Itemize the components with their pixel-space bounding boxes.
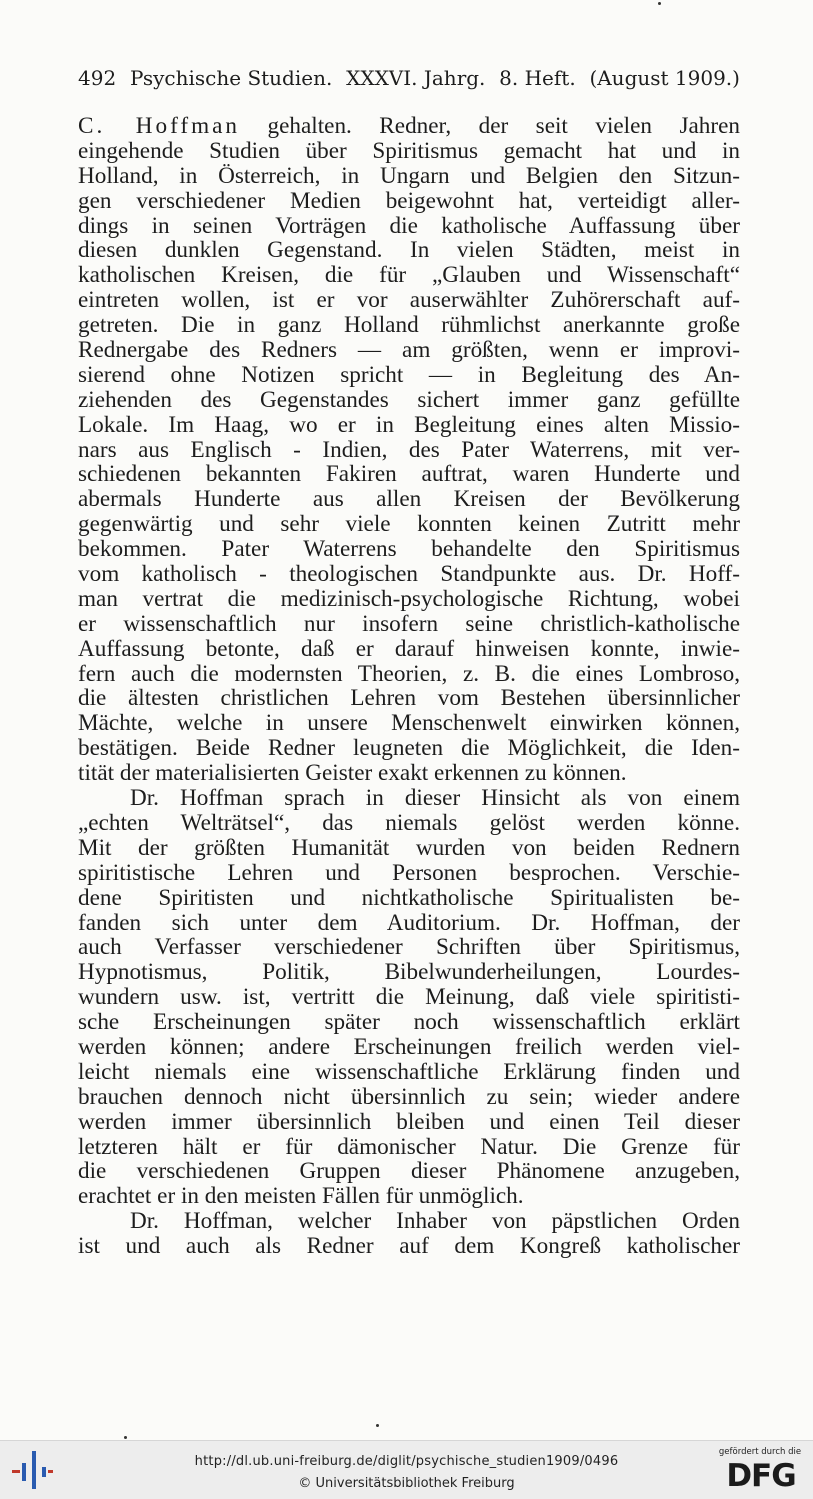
- text-line: Holland, in Österreich, in Ungarn und Belgien den Sitzun-: [78, 162, 740, 189]
- text-line: Rednergabe des Redners — am größten, wenn er improvi-: [78, 337, 740, 364]
- text-line: Lokale. Im Haag, wo er in Begleitung eines alten Missio-: [78, 411, 740, 438]
- text-line: erachtet er in den meisten Fällen für unmöglich.: [78, 1183, 524, 1210]
- text-line: brauchen dennoch nicht übersinnlich zu sein; wieder andere: [78, 1083, 740, 1110]
- text-line: Hypnotismus, Politik, Bibelwunderheilungen, Lourdes-: [78, 959, 740, 986]
- paragraph-first-line: Dr. Hoffman sprach in dieser Hinsicht als von einem: [130, 785, 740, 812]
- text-line: die verschiedenen Gruppen dieser Phänomene anzugeben,: [78, 1158, 740, 1185]
- text-line: er wissenschaftlich nur insofern seine christlich-katholische: [78, 610, 740, 637]
- dfg-logo-icon: DFG: [726, 1458, 796, 1494]
- text-line: auch Verfasser verschiedener Schriften über Spiritismus,: [78, 934, 740, 961]
- text-line: vom katholisch - theologischen Standpunkte aus. Dr. Hoff-: [78, 561, 740, 588]
- text-line: sierend ohne Notizen spricht — in Begleitung des An-: [78, 361, 740, 388]
- text-line: abermals Hunderte aus allen Kreisen der Bevölkerung: [78, 486, 740, 513]
- text-line: tität der materialisierten Geister exakt erkennen zu können.: [78, 760, 627, 787]
- text-line: Auffassung betonte, daß er darauf hinweisen konnte, inwie-: [78, 635, 740, 662]
- journal-title: Psychische Studien.: [129, 66, 333, 90]
- text-line: Mit der größten Humanität wurden von beiden Rednern: [78, 834, 740, 861]
- permalink-link[interactable]: http://dl.ub.uni-freiburg.de/diglit/psychische_studien1909/0496: [194, 1454, 619, 1469]
- text-line: nars aus Englisch - Indien, des Pater Waterrens, mit ver-: [78, 436, 740, 463]
- text-line: gegenwärtig und sehr viele konnten keinen Zutritt mehr: [78, 511, 740, 538]
- paragraph-first-line: Dr. Hoffman, welcher Inhaber von päpstlichen Orden: [130, 1208, 740, 1235]
- text-line: C. Hoffman gehalten. Redner, der seit vielen Jahren: [78, 113, 740, 139]
- person-name: C. Hoffman: [78, 113, 241, 139]
- text-line: wundern usw. ist, vertritt die Meinung, daß viele spiritisti-: [78, 984, 740, 1011]
- dfg-caption: gefördert durch die: [718, 1447, 802, 1457]
- text-line: ziehenden des Gegenstandes sichert immer ganz gefüllte: [78, 386, 740, 413]
- text-line: man vertrat die medizinisch-psychologische Richtung, wobei: [78, 585, 740, 612]
- text-line: katholischen Kreisen, die für „Glauben und Wissenschaft“: [78, 262, 740, 289]
- text-line: die ältesten christlichen Lehren vom Bestehen übersinnlicher: [78, 685, 740, 712]
- text-line: sche Erscheinungen später noch wissenschaftlich erklärt: [78, 1009, 740, 1036]
- page-number: 492: [78, 66, 117, 90]
- text-line: dene Spiritisten und nichtkatholische Spiritualisten be-: [78, 884, 740, 911]
- text-line: leicht niemals eine wissenschaftliche Erklärung finden und: [78, 1058, 740, 1085]
- running-header: [78, 66, 740, 90]
- text-line: fern auch die modernsten Theorien, z. B. die eines Lombroso,: [78, 660, 740, 687]
- text-line: schiedenen bekannten Fakiren auftrat, waren Hunderte und: [78, 461, 740, 488]
- scan-speck: [124, 1436, 127, 1439]
- body-text: [78, 114, 740, 1259]
- scan-speck: [658, 2, 661, 5]
- text-line: Mächte, welche in unsere Menschenwelt einwirken können,: [78, 710, 740, 737]
- copyright-notice: © Universitätsbibliothek Freiburg: [298, 1476, 515, 1491]
- text-line: gen verschiedener Medien beigewohnt hat, verteidigt aller-: [78, 187, 740, 214]
- viewer-footer: [0, 1440, 813, 1499]
- text-line: bekommen. Pater Waterrens behandelte den Spiritismus: [78, 536, 740, 563]
- text-line: diesen dunklen Gegenstand. In vielen Städten, meist in: [78, 237, 740, 264]
- text-line: eintreten wollen, ist er vor auserwählter Zuhörerschaft auf-: [78, 287, 740, 314]
- text-line: werden immer übersinnlich bleiben und einen Teil dieser: [78, 1108, 740, 1135]
- text-line: eingehende Studien über Spiritismus gemacht hat und in: [78, 137, 740, 164]
- text-line: dings in seinen Vorträgen die katholische Auffassung über: [78, 212, 740, 239]
- text-line: fanden sich unter dem Auditorium. Dr. Hoffman, der: [78, 909, 740, 936]
- scan-speck: [376, 1424, 379, 1427]
- text-line: getreten. Die in ganz Holland rühmlichst anerkannte große: [78, 312, 740, 339]
- issue-date: (August 1909.): [589, 66, 740, 90]
- text-line: bestätigen. Beide Redner leugneten die Möglichkeit, die Iden-: [78, 735, 740, 762]
- text-line: letzteren hält er für dämonischer Natur. Die Grenze für: [78, 1133, 740, 1160]
- text-line: „echten Welträtsel“, das niemals gelöst werden könne.: [78, 809, 740, 836]
- volume-label: XXXVI. Jahrg.: [346, 66, 486, 90]
- text-line: ist und auch als Redner auf dem Kongreß katholischer: [78, 1233, 740, 1260]
- dfg-sponsor-block: [712, 1447, 808, 1495]
- text-line: spiritistische Lehren und Personen besprochen. Verschie-: [78, 859, 740, 886]
- text-line: werden können; andere Erscheinungen freilich werden viel-: [78, 1033, 740, 1060]
- issue-label: 8. Heft.: [499, 66, 576, 90]
